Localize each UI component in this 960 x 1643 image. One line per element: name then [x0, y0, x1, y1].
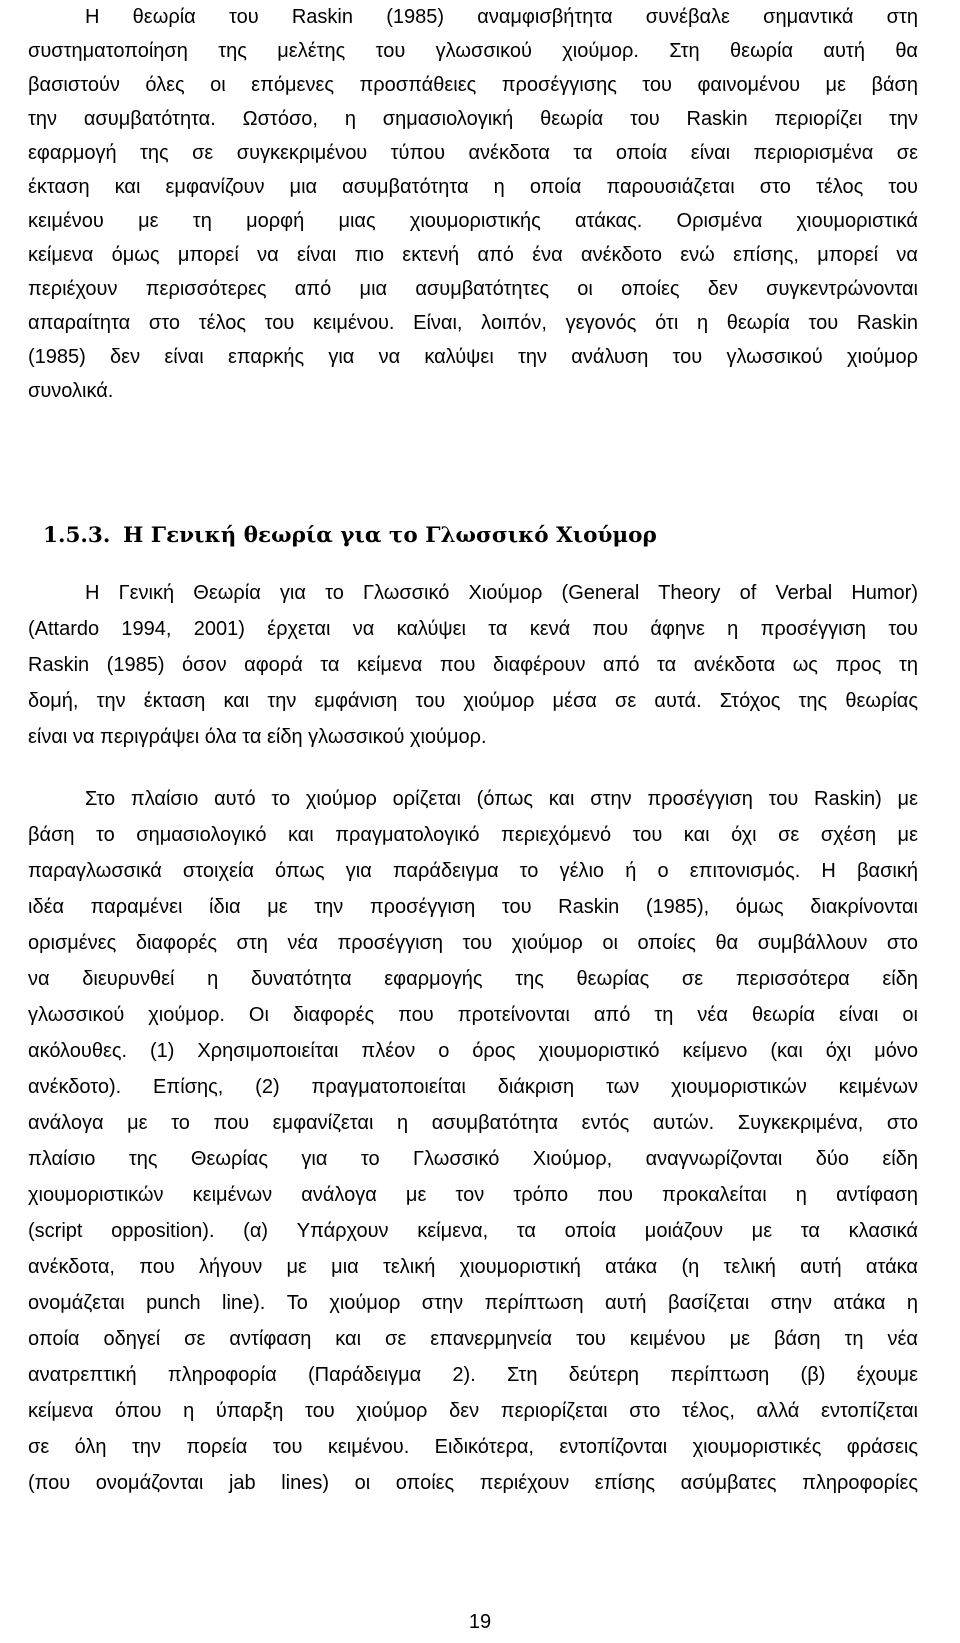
- text-line: ανέκδοτο). Επίσης, (2) πραγματοποιείται διάκριση των χιουμοριστικών κειμένων: [28, 1076, 918, 1098]
- text-line: βασιστούν όλες οι επόμενες προσπάθειες προσέγγισης του φαινομένου με βάση: [28, 74, 918, 96]
- text-line: Η Γενική Θεωρία για το Γλωσσικό Χιούμορ (General Theory of Verbal Humor): [85, 582, 918, 604]
- text-line: ανατρεπτική πληροφορία (Παράδειγμα 2). Στη δεύτερη περίπτωση (β) έχουμε: [28, 1364, 918, 1386]
- text-line: είναι να περιγράψει όλα τα είδη γλωσσικού χιούμορ.: [28, 726, 487, 748]
- section-number: 1.5.3.: [43, 523, 111, 548]
- text-line: (Attardo 1994, 2001) έρχεται να καλύψει τα κενά που άφηνε η προσέγγιση του: [28, 618, 918, 640]
- text-line: περιέχουν περισσότερες από μια ασυμβατότητες οι οποίες δεν συγκεντρώνονται: [28, 278, 918, 300]
- text-line: σε όλη την πορεία του κειμένου. Ειδικότερα, εντοπίζονται χιουμοριστικές φράσεις: [28, 1436, 918, 1458]
- section-heading: [43, 516, 657, 556]
- text-line: συστηματοποίηση της μελέτης του γλωσσικού χιούμορ. Στη θεωρία αυτή θα: [28, 40, 918, 62]
- section-title: Η Γενική θεωρία για το Γλωσσικό Χιούμορ: [123, 523, 657, 548]
- text-line: οποία οδηγεί σε αντίφαση και σε επανερμηνεία του κειμένου με βάση τη νέα: [28, 1328, 918, 1350]
- text-line: (που ονομάζονται jab lines) οι οποίες περιέχουν επίσης ασύμβατες πληροφορίες: [28, 1472, 918, 1494]
- text-line: ανέκδοτα, που λήγουν με μια τελική χιουμοριστική ατάκα (η τελική αυτή ατάκα: [28, 1256, 918, 1278]
- text-line: έκταση και εμφανίζουν μια ασυμβατότητα η οποία παρουσιάζεται στο τέλος του: [28, 176, 918, 198]
- text-line: συνολικά.: [28, 380, 114, 402]
- text-line: ακόλουθες. (1) Χρησιμοποιείται πλέον ο όρος χιουμοριστικό κείμενο (και όχι μόνο: [28, 1040, 918, 1062]
- text-line: πλαίσιο της Θεωρίας για το Γλωσσικό Χιούμορ, αναγνωρίζονται δύο είδη: [28, 1148, 918, 1170]
- text-line: απαραίτητα στο τέλος του κειμένου. Είναι, λοιπόν, γεγονός ότι η θεωρία του Raskin: [28, 312, 918, 334]
- text-line: δομή, την έκταση και την εμφάνιση του χιούμορ μέσα σε αυτά. Στόχος της θεωρίας: [28, 690, 918, 712]
- text-line: κείμενα όμως μπορεί να είναι πιο εκτενή από ένα ανέκδοτο ενώ επίσης, μπορεί να: [28, 244, 918, 266]
- text-line: εφαρμογή της σε συγκεκριμένου τύπου ανέκδοτα τα οποία είναι περιορισμένα σε: [28, 142, 918, 164]
- text-line: Raskin (1985) όσον αφορά τα κείμενα που διαφέρουν από τα ανέκδοτα ως προς τη: [28, 654, 918, 676]
- text-line: ονομάζεται punch line). Το χιούμορ στην περίπτωση αυτή βασίζεται στην ατάκα η: [28, 1292, 918, 1314]
- text-line: Η θεωρία του Raskin (1985) αναμφισβήτητα συνέβαλε σημαντικά στη: [85, 6, 918, 28]
- text-line: χιουμοριστικών κειμένων ανάλογα με τον τρόπο που προκαλείται η αντίφαση: [28, 1184, 918, 1206]
- text-line: βάση το σημασιολογικό και πραγματολογικό περιεχόμενό του και όχι σε σχέση με: [28, 824, 918, 846]
- text-line: ανάλογα με το που εμφανίζεται η ασυμβατότητα εντός αυτών. Συγκεκριμένα, στο: [28, 1112, 918, 1134]
- text-line: Στο πλαίσιο αυτό το χιούμορ ορίζεται (όπως και στην προσέγγιση του Raskin) με: [85, 788, 918, 810]
- text-line: (1985) δεν είναι επαρκής για να καλύψει την ανάλυση του γλωσσικού χιούμορ: [28, 346, 918, 368]
- text-line: να διευρυνθεί η δυνατότητα εφαρμογής της θεωρίας σε περισσότερα είδη: [28, 968, 918, 990]
- text-line: γλωσσικού χιούμορ. Οι διαφορές που προτείνονται από τη νέα θεωρία είναι οι: [28, 1004, 918, 1026]
- text-line: κειμένου με τη μορφή μιας χιουμοριστικής ατάκας. Ορισμένα χιουμοριστικά: [28, 210, 918, 232]
- text-line: ορισμένες διαφορές στη νέα προσέγγιση του χιούμορ οι οποίες θα συμβάλλουν στο: [28, 932, 918, 954]
- page-number: 19: [468, 1611, 492, 1633]
- text-line: την ασυμβατότητα. Ωστόσο, η σημασιολογική θεωρία του Raskin περιορίζει την: [28, 108, 918, 130]
- text-line: κείμενα όπου η ύπαρξη του χιούμορ δεν περιορίζεται στο τέλος, αλλά εντοπίζεται: [28, 1400, 918, 1422]
- text-line: (script opposition). (α) Υπάρχουν κείμενα, τα οποία μοιάζουν με τα κλασικά: [28, 1220, 918, 1242]
- text-line: ιδέα παραμένει ίδια με την προσέγγιση του Raskin (1985), όμως διακρίνονται: [28, 896, 918, 918]
- text-line: παραγλωσσικά στοιχεία όπως για παράδειγμα το γέλιο ή ο επιτονισμός. Η βασική: [28, 860, 918, 882]
